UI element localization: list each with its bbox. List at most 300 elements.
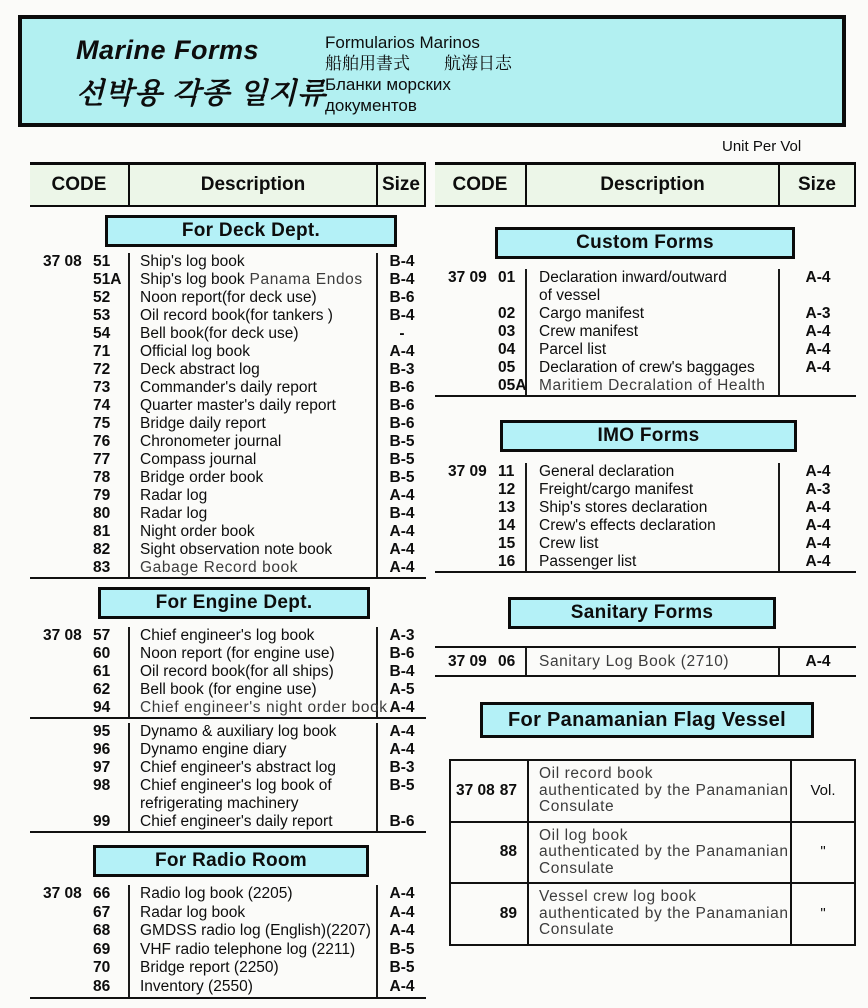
row-code	[30, 451, 130, 469]
table-row	[30, 523, 426, 541]
code-number: 14	[498, 517, 516, 534]
row-description	[130, 959, 378, 978]
row-description	[529, 884, 792, 944]
code-number: 78	[93, 469, 111, 486]
section-title: For Panamanian Flag Vessel	[508, 708, 786, 731]
code-number: 54	[93, 325, 111, 342]
row-description	[130, 451, 378, 469]
table-row	[30, 487, 426, 505]
description-line: Consulate	[539, 921, 615, 938]
table-row	[30, 904, 426, 923]
code-number: 66	[93, 885, 111, 902]
description-line: authenticated by the Panamanian	[539, 843, 789, 860]
row-code	[435, 481, 527, 499]
table-row	[30, 663, 426, 681]
row-code	[435, 377, 527, 395]
code-prefix: 37 08	[43, 627, 82, 644]
row-code	[435, 269, 527, 305]
section-title-box	[500, 420, 797, 452]
description-line: Ship's log book	[140, 253, 245, 270]
code-number: 99	[93, 813, 111, 830]
row-size: A-4	[805, 323, 831, 340]
description-line: Chief engineer's log book	[140, 627, 315, 644]
row-size: A-4	[389, 903, 415, 921]
code-number: 75	[93, 415, 111, 432]
code-number: 94	[93, 699, 111, 716]
section-title: For Radio Room	[155, 850, 307, 871]
table-row	[435, 481, 856, 499]
table-row	[30, 361, 426, 379]
page-title-korean: 선박용 각종 일지류	[76, 78, 327, 110]
right-table	[435, 162, 856, 946]
section-title-box	[508, 597, 776, 629]
description-line: Sight observation note book	[140, 541, 333, 558]
row-size: A-4	[389, 487, 415, 504]
table-header-row	[30, 162, 426, 207]
row-code	[30, 469, 130, 487]
code-number: 69	[93, 940, 111, 958]
banner-titles	[76, 35, 326, 112]
row-description	[130, 663, 378, 681]
code-number: 06	[498, 652, 516, 670]
row-size: A-4	[389, 699, 415, 716]
row-code	[30, 361, 130, 379]
row-size: A-4	[389, 559, 415, 576]
section-title-box	[480, 702, 814, 738]
title-japanese: 航海日志	[444, 54, 512, 73]
row-size: A-4	[805, 652, 831, 670]
description-line: authenticated by the Panamanian	[539, 904, 789, 922]
row-code	[30, 813, 130, 831]
title-russian-line1: Бланки морских	[325, 75, 451, 94]
code-number: 57	[93, 627, 111, 644]
table-row	[30, 505, 426, 523]
code-number: 52	[93, 289, 111, 306]
description-line: Radar log	[140, 487, 208, 504]
row-size: A-4	[805, 463, 831, 480]
row-description	[130, 271, 378, 289]
table-row	[435, 359, 856, 377]
row-size: "	[820, 904, 826, 922]
row-code	[451, 823, 529, 883]
section-title: For Deck Dept.	[181, 220, 321, 241]
row-code	[30, 959, 130, 978]
row-code	[30, 777, 130, 813]
table-row	[435, 323, 856, 341]
code-number: 87	[499, 781, 517, 799]
section-for-engine-dept	[30, 587, 426, 833]
row-size: A-4	[389, 741, 415, 758]
row-code	[435, 535, 527, 553]
section-title-box	[93, 845, 369, 877]
column-header-size: Size	[378, 165, 426, 205]
description-line: Radar log	[140, 505, 208, 522]
row-description	[130, 681, 378, 699]
row-size: A-4	[389, 723, 415, 740]
row-code	[30, 941, 130, 960]
code-number: 61	[93, 663, 111, 680]
row-description	[130, 307, 378, 325]
code-number: 82	[93, 541, 111, 558]
row-code	[30, 723, 130, 741]
table-row	[30, 813, 426, 831]
row-code	[30, 699, 130, 717]
row-description	[529, 823, 792, 883]
description-line: Bell book (for engine use)	[140, 681, 317, 698]
table-row	[30, 289, 426, 307]
row-description	[130, 343, 378, 361]
row-code	[30, 922, 130, 941]
row-code	[30, 904, 130, 923]
description-line: authenticated by the Panamanian	[539, 781, 789, 799]
row-code	[435, 648, 527, 675]
row-size: A-4	[389, 523, 415, 540]
row-size: A-4	[805, 341, 831, 358]
row-size: A-4	[389, 343, 415, 360]
row-description	[130, 941, 378, 960]
table-row	[30, 541, 426, 559]
row-description	[130, 523, 378, 541]
description-line: Oil record book	[539, 765, 654, 782]
table-row	[30, 379, 426, 397]
code-number: 80	[93, 505, 111, 522]
description-line: Bridge report (2250)	[140, 959, 279, 977]
row-size: A-4	[389, 977, 415, 995]
table-row	[30, 959, 426, 978]
row-size: B-5	[389, 469, 415, 486]
description-line: Radio log book (2205)	[140, 885, 293, 902]
row-code	[451, 761, 529, 821]
description-line: Sanitary Log Book (2710)	[539, 652, 730, 670]
column-header-description: Description	[527, 165, 780, 205]
row-size: B-5	[389, 777, 415, 794]
table-row	[435, 341, 856, 359]
section-for-panamanian-flag-vessel	[435, 702, 856, 946]
row-code	[30, 307, 130, 325]
bordered-table	[449, 759, 856, 946]
description-line: Crew list	[539, 535, 599, 552]
row-description	[130, 379, 378, 397]
table-row	[30, 777, 426, 813]
row-code	[435, 463, 527, 481]
description-line: Bridge order book	[140, 469, 264, 486]
unit-per-vol-note: Unit Per Vol	[722, 138, 802, 155]
header-banner	[18, 15, 846, 127]
code-number: 97	[93, 759, 111, 776]
code-number: 68	[93, 922, 111, 940]
row-size: B-5	[389, 433, 415, 450]
table-row	[30, 681, 426, 699]
table-row	[30, 759, 426, 777]
description-line: Maritiem Decralation of Health	[539, 377, 766, 394]
row-description	[527, 553, 780, 571]
description-line: General declaration	[539, 463, 675, 480]
row-size: A-5	[389, 681, 415, 698]
code-number: 79	[93, 487, 111, 504]
row-code	[30, 253, 130, 271]
row-code	[30, 433, 130, 451]
table-row	[435, 517, 856, 535]
row-code	[30, 978, 130, 997]
left-table	[30, 162, 426, 999]
row-code	[30, 741, 130, 759]
table-row	[30, 645, 426, 663]
row-description	[527, 341, 780, 359]
description-line: Freight/cargo manifest	[539, 481, 694, 498]
description-line: Declaration inward/outward	[539, 269, 727, 286]
row-code	[30, 663, 130, 681]
code-number: 98	[93, 777, 111, 794]
row-description	[130, 505, 378, 523]
row-size: B-4	[389, 307, 415, 324]
code-prefix: 37 08	[43, 885, 82, 902]
row-description	[130, 759, 378, 777]
row-code	[435, 517, 527, 535]
row-description	[130, 325, 378, 343]
row-size: A-4	[805, 517, 831, 534]
code-number: 13	[498, 499, 516, 516]
row-description	[130, 978, 378, 997]
code-number: 76	[93, 433, 111, 450]
code-number: 88	[499, 843, 517, 860]
row-description	[130, 922, 378, 941]
row-size: B-5	[389, 451, 415, 468]
banner-translations	[325, 32, 512, 116]
row-group	[30, 723, 426, 833]
row-description	[130, 361, 378, 379]
table-row	[30, 307, 426, 325]
code-number: 74	[93, 397, 111, 414]
table-row	[435, 463, 856, 481]
row-size: B-6	[389, 813, 415, 830]
table-header-row	[435, 162, 856, 207]
description-line: Gabage Record book	[140, 559, 299, 576]
row-description	[130, 433, 378, 451]
row-description	[130, 885, 378, 904]
row-description	[130, 397, 378, 415]
description-line: Official log book	[140, 343, 250, 360]
row-code	[30, 759, 130, 777]
description-line: Oil record book(for all ships)	[140, 663, 334, 680]
code-number: 96	[93, 741, 111, 758]
description-line: VHF radio telephone log (2211)	[140, 940, 356, 958]
section-title-box	[98, 587, 370, 619]
code-number: 83	[93, 559, 111, 576]
row-description	[529, 761, 792, 821]
row-description	[527, 648, 780, 675]
code-number: 67	[93, 903, 111, 921]
table-row	[30, 325, 426, 343]
description-line: Cargo manifest	[539, 305, 645, 322]
code-number: 86	[93, 977, 111, 995]
row-code	[435, 499, 527, 517]
row-description	[527, 517, 780, 535]
row-group	[30, 253, 426, 579]
row-size: B-6	[389, 415, 415, 432]
description-line: Crew's effects declaration	[539, 517, 716, 534]
row-code	[30, 379, 130, 397]
row-code	[30, 397, 130, 415]
table-row	[435, 535, 856, 553]
code-prefix: 37 08	[43, 253, 82, 270]
row-size: A-3	[805, 305, 831, 322]
row-code	[451, 884, 529, 944]
row-code	[435, 341, 527, 359]
row-code	[435, 323, 527, 341]
row-size: "	[820, 843, 826, 860]
row-description	[130, 559, 378, 577]
description-line: Passenger list	[539, 553, 637, 570]
row-description	[130, 415, 378, 433]
description-line: GMDSS radio log (English)(2207)	[140, 922, 371, 940]
code-number: 71	[93, 343, 111, 360]
code-number: 77	[93, 451, 111, 468]
section-title: IMO Forms	[597, 425, 700, 446]
code-number: 73	[93, 379, 111, 396]
row-description	[527, 377, 780, 395]
description-line: Oil log book	[539, 826, 629, 844]
section-title: Custom Forms	[576, 232, 714, 253]
row-code	[30, 645, 130, 663]
code-number: 01	[498, 269, 516, 286]
table-row	[30, 559, 426, 577]
description-line: Bridge daily report	[140, 415, 266, 432]
row-code	[30, 523, 130, 541]
table-row	[435, 499, 856, 517]
code-number: 16	[498, 553, 516, 570]
description-line: Chief engineer's daily report	[140, 813, 333, 830]
description-line: Bell book(for deck use)	[140, 325, 299, 342]
row-size: A-4	[805, 359, 831, 376]
row-description	[130, 253, 378, 271]
row-group	[435, 646, 856, 677]
code-number: 81	[93, 523, 111, 540]
description-line: refrigerating machinery	[140, 795, 299, 812]
row-code	[30, 627, 130, 645]
code-number: 15	[498, 535, 516, 552]
code-number: 05A	[498, 377, 527, 394]
description-line: Radar log book	[140, 903, 246, 921]
row-description	[527, 463, 780, 481]
description-line: Commander's daily report	[140, 379, 317, 396]
row-description	[527, 481, 780, 499]
row-group	[435, 463, 856, 573]
description-light-suffix: Panama Endos	[244, 271, 363, 288]
row-size: B-4	[389, 271, 415, 288]
table-row	[435, 553, 856, 571]
row-description	[130, 645, 378, 663]
section-imo-forms	[435, 420, 856, 573]
code-prefix: 37 09	[448, 652, 487, 670]
row-size: B-6	[389, 397, 415, 414]
code-number: 95	[93, 723, 111, 740]
code-number: 60	[93, 645, 111, 662]
page-title-english: Marine Forms	[76, 35, 260, 65]
title-spanish: Formularios Marinos	[325, 33, 480, 52]
row-size: A-3	[389, 627, 415, 644]
table-row	[435, 377, 856, 395]
description-line: Consulate	[539, 798, 615, 815]
row-description	[527, 323, 780, 341]
row-description	[527, 305, 780, 323]
row-code	[30, 541, 130, 559]
table-row	[30, 397, 426, 415]
column-header-size: Size	[780, 165, 856, 205]
row-code	[30, 681, 130, 699]
row-description	[130, 699, 388, 717]
table-row	[30, 723, 426, 741]
row-code	[30, 885, 130, 904]
row-size: B-3	[389, 361, 415, 378]
section-title-box	[495, 227, 795, 259]
table-row	[435, 305, 856, 323]
code-number: 70	[93, 959, 111, 977]
section-for-radio-room	[30, 845, 426, 999]
section-for-deck-dept	[30, 215, 426, 579]
row-code	[435, 305, 527, 323]
table-row	[435, 269, 856, 305]
row-description	[130, 777, 378, 813]
description-line: Chronometer journal	[140, 433, 282, 450]
row-description	[130, 541, 378, 559]
description-line: Crew manifest	[539, 323, 639, 340]
row-size: B-3	[389, 759, 415, 776]
table-row	[30, 415, 426, 433]
description-line: Compass journal	[140, 451, 257, 468]
table-row	[30, 922, 426, 941]
table-row	[30, 699, 426, 717]
description-line: Quarter master's daily report	[140, 397, 336, 414]
row-size: B-5	[389, 940, 415, 958]
row-size: A-4	[389, 541, 415, 558]
description-line: Vessel crew log book	[539, 888, 697, 905]
description-line: Ship's log book Panama Endos	[140, 271, 363, 288]
description-line: Deck abstract log	[140, 361, 260, 378]
row-size: A-4	[389, 885, 415, 902]
row-code	[30, 325, 130, 343]
row-size: A-4	[805, 499, 831, 516]
title-russian-line2: документов	[325, 96, 417, 115]
code-number: 72	[93, 361, 111, 378]
description-line: Chief engineer's log book of	[140, 777, 332, 794]
description-line: Parcel list	[539, 341, 607, 358]
description-line: Dynamo engine diary	[140, 741, 287, 758]
code-prefix: 37 08	[455, 781, 495, 799]
row-code	[30, 505, 130, 523]
row-description	[527, 499, 780, 517]
section-title-box	[105, 215, 397, 247]
row-size: A-4	[805, 553, 831, 570]
row-code	[30, 487, 130, 505]
code-number: 04	[498, 341, 516, 358]
row-description	[527, 359, 780, 377]
code-number: 62	[93, 681, 111, 698]
section-title: Sanitary Forms	[570, 602, 714, 623]
table-row	[30, 627, 426, 645]
description-line: Ship's stores declaration	[539, 499, 708, 516]
row-size: B-4	[389, 663, 415, 680]
row-size: B-6	[389, 289, 415, 306]
table-row	[451, 823, 854, 885]
table-row	[30, 433, 426, 451]
table-row	[30, 978, 426, 997]
row-size: A-4	[805, 535, 831, 552]
row-size: -	[399, 325, 405, 342]
row-group	[30, 885, 426, 999]
row-description	[130, 487, 378, 505]
code-number: 12	[498, 481, 516, 498]
row-description	[130, 904, 378, 923]
